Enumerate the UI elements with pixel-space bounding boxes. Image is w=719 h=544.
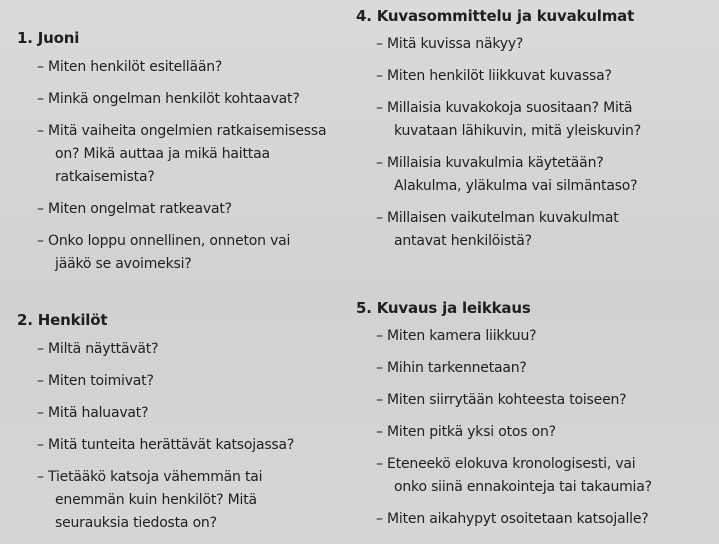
question-item xyxy=(37,230,337,276)
question-item xyxy=(37,402,337,425)
question-item xyxy=(37,370,337,393)
question-item xyxy=(37,434,337,457)
question-item xyxy=(37,198,337,221)
question-item xyxy=(376,97,708,143)
section-kuvaus-leikkaus xyxy=(356,298,708,531)
question-item xyxy=(376,453,708,499)
question-line: seurauksia tiedosta on? xyxy=(55,515,217,531)
question-item xyxy=(376,152,708,198)
question-list xyxy=(356,325,708,531)
question-item xyxy=(376,508,708,531)
question-line: – Miten toimivat? xyxy=(37,373,154,389)
question-line: kuvataan lähikuvin, mitä yleiskuvin? xyxy=(394,123,641,139)
question-line: antavat henkilöistä? xyxy=(394,233,532,249)
section-title: 1. Juoni xyxy=(17,29,80,47)
question-line: – Miten pitkä yksi otos on? xyxy=(376,424,556,440)
section-title: 2. Henkilöt xyxy=(17,311,108,329)
section-title: 4. Kuvasommittelu ja kuvakulmat xyxy=(356,7,635,25)
question-line: – Millaisia kuvakulmia käytetään? xyxy=(376,155,604,171)
question-line: – Mitä haluavat? xyxy=(37,405,149,421)
question-line: – Miltä näyttävät? xyxy=(37,341,159,357)
question-line: – Millaisen vaikutelman kuvakulmat xyxy=(376,210,619,226)
question-line: – Mitä kuvissa näkyy? xyxy=(376,36,524,52)
section-title: 5. Kuvaus ja leikkaus xyxy=(356,299,531,317)
section-kuvasommittelu xyxy=(356,6,708,253)
question-item xyxy=(37,338,337,361)
question-line: – Tietääkö katsoja vähemmän tai xyxy=(37,469,263,485)
question-line: enemmän kuin henkilöt? Mitä xyxy=(55,492,257,508)
section-henkilot xyxy=(17,310,337,535)
question-list xyxy=(356,33,708,253)
question-line: – Miten henkilöt esitellään? xyxy=(37,59,223,75)
question-line: on? Mikä auttaa ja mikä haittaa xyxy=(55,146,270,162)
question-line: – Mihin tarkennetaan? xyxy=(376,360,527,376)
section-juoni xyxy=(17,28,337,276)
question-line: – Miten henkilöt liikkuvat kuvassa? xyxy=(376,68,612,84)
question-line: onko siinä ennakointeja tai takaumia? xyxy=(394,479,652,495)
question-item xyxy=(37,120,337,189)
question-line: – Miten siirrytään kohteesta toiseen? xyxy=(376,392,627,408)
question-item xyxy=(376,389,708,412)
question-item xyxy=(37,466,337,535)
question-item xyxy=(376,421,708,444)
question-list xyxy=(17,338,337,535)
question-line: – Mitä vaiheita ongelmien ratkaisemisessa xyxy=(37,123,327,139)
question-item xyxy=(376,357,708,380)
question-line: jääkö se avoimeksi? xyxy=(55,256,192,272)
question-line: – Mitä tunteita herättävät katsojassa? xyxy=(37,437,295,453)
question-line: ratkaisemista? xyxy=(55,169,155,185)
question-line: – Onko loppu onnellinen, onneton vai xyxy=(37,233,291,249)
question-item xyxy=(376,33,708,56)
question-line: – Miten kamera liikkuu? xyxy=(376,328,537,344)
question-line: – Miten ongelmat ratkeavat? xyxy=(37,201,232,217)
question-line: – Eteneekö elokuva kronologisesti, vai xyxy=(376,456,636,472)
question-item xyxy=(376,207,708,253)
question-list xyxy=(17,56,337,276)
question-line: Alakulma, yläkulma vai silmäntaso? xyxy=(394,178,638,194)
question-line: – Minkä ongelman henkilöt kohtaavat? xyxy=(37,91,300,107)
question-item xyxy=(37,88,337,111)
question-item xyxy=(376,325,708,348)
question-line: – Millaisia kuvakokoja suositaan? Mitä xyxy=(376,100,633,116)
question-line: – Miten aikahypyt osoitetaan katsojalle? xyxy=(376,511,649,527)
question-item xyxy=(376,65,708,88)
question-item xyxy=(37,56,337,79)
